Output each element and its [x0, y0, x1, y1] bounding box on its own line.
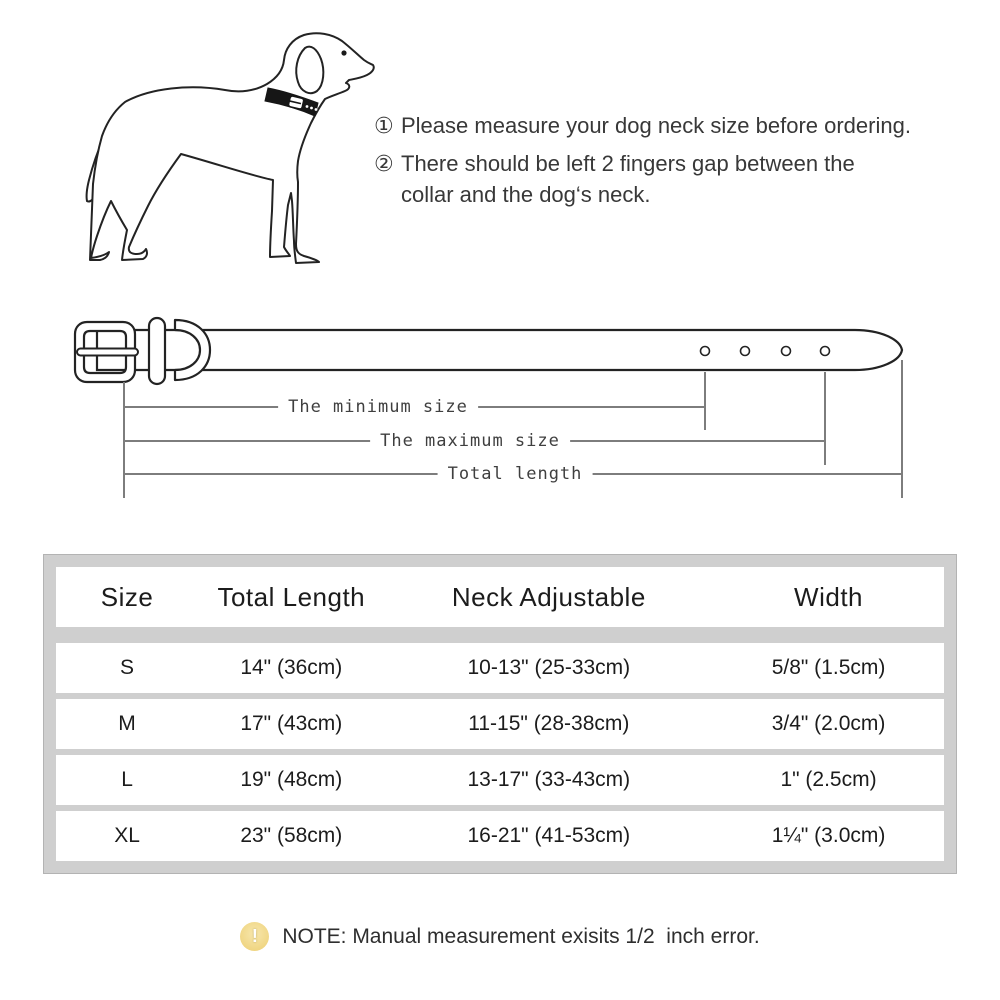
header-size: Size: [100, 581, 154, 612]
max-size-line: [124, 372, 825, 465]
instruction-item-2: [374, 148, 974, 210]
buckle-prong: [77, 349, 138, 356]
note: [0, 922, 1000, 951]
table-cell: 14" (36cm): [240, 656, 343, 679]
table-cell: M: [118, 712, 136, 735]
dog-collar-buckle: [288, 96, 304, 110]
table-cell: 1" (2.5cm): [780, 768, 877, 791]
table-cell: 1¼" (3.0cm): [771, 824, 886, 847]
table-row-xl: [56, 811, 944, 861]
table-cell: XL: [114, 824, 140, 847]
table-cell: 17" (43cm): [240, 712, 343, 735]
table-row-s: [56, 643, 944, 693]
instruction-number: ②: [374, 151, 394, 176]
note-text: NOTE: Manual measurement exisits 1/2 inch error.: [282, 924, 760, 948]
exclamation-glyph: !: [251, 926, 258, 946]
instruction-line: collar and the dog‘s neck.: [401, 182, 651, 207]
table-cell: 10-13" (25-33cm): [467, 656, 631, 679]
instruction-line: There should be left 2 fingers gap between the: [401, 151, 855, 176]
dog-ear-icon: [296, 47, 323, 94]
dog-eye: [341, 50, 346, 55]
instruction-line: Please measure your dog neck size before ordering.: [401, 113, 911, 138]
table-cell: 19" (48cm): [240, 768, 343, 791]
instruction-text: [401, 148, 946, 210]
collar-hole: [782, 347, 791, 356]
instruction-item-1: [374, 110, 974, 141]
dog-body-outline: [90, 33, 374, 263]
total-length-label: Total length: [438, 464, 593, 484]
table-cell: 11-15" (28-38cm): [468, 712, 630, 735]
table-cell: 16-21" (41-53cm): [467, 824, 631, 847]
instruction-number: ①: [374, 113, 394, 138]
table-cell: 5/8" (1.5cm): [771, 656, 886, 679]
dog-illustration: [55, 8, 395, 288]
table-row-m: [56, 699, 944, 749]
size-table-header: [56, 567, 944, 627]
table-cell: L: [121, 768, 133, 791]
instructions: [374, 110, 974, 217]
exclamation-icon: [240, 922, 269, 951]
size-table: [43, 554, 957, 874]
table-cell: 13-17" (33-43cm): [467, 768, 631, 791]
collar-hole: [741, 347, 750, 356]
collar-keeper: [149, 318, 165, 384]
instruction-text: [401, 110, 946, 141]
header-total-length: Total Length: [217, 581, 366, 612]
min-size-label: The minimum size: [278, 397, 478, 417]
table-row-l: [56, 755, 944, 805]
table-cell: 23" (58cm): [240, 824, 343, 847]
collar-hole: [701, 347, 710, 356]
header-width: Width: [794, 581, 864, 612]
table-cell: S: [120, 656, 135, 679]
max-size-label: The maximum size: [370, 431, 570, 451]
table-cell: 3/4" (2.0cm): [771, 712, 886, 735]
header-neck-adjustable: Neck Adjustable: [451, 581, 646, 612]
collar-hole: [821, 347, 830, 356]
